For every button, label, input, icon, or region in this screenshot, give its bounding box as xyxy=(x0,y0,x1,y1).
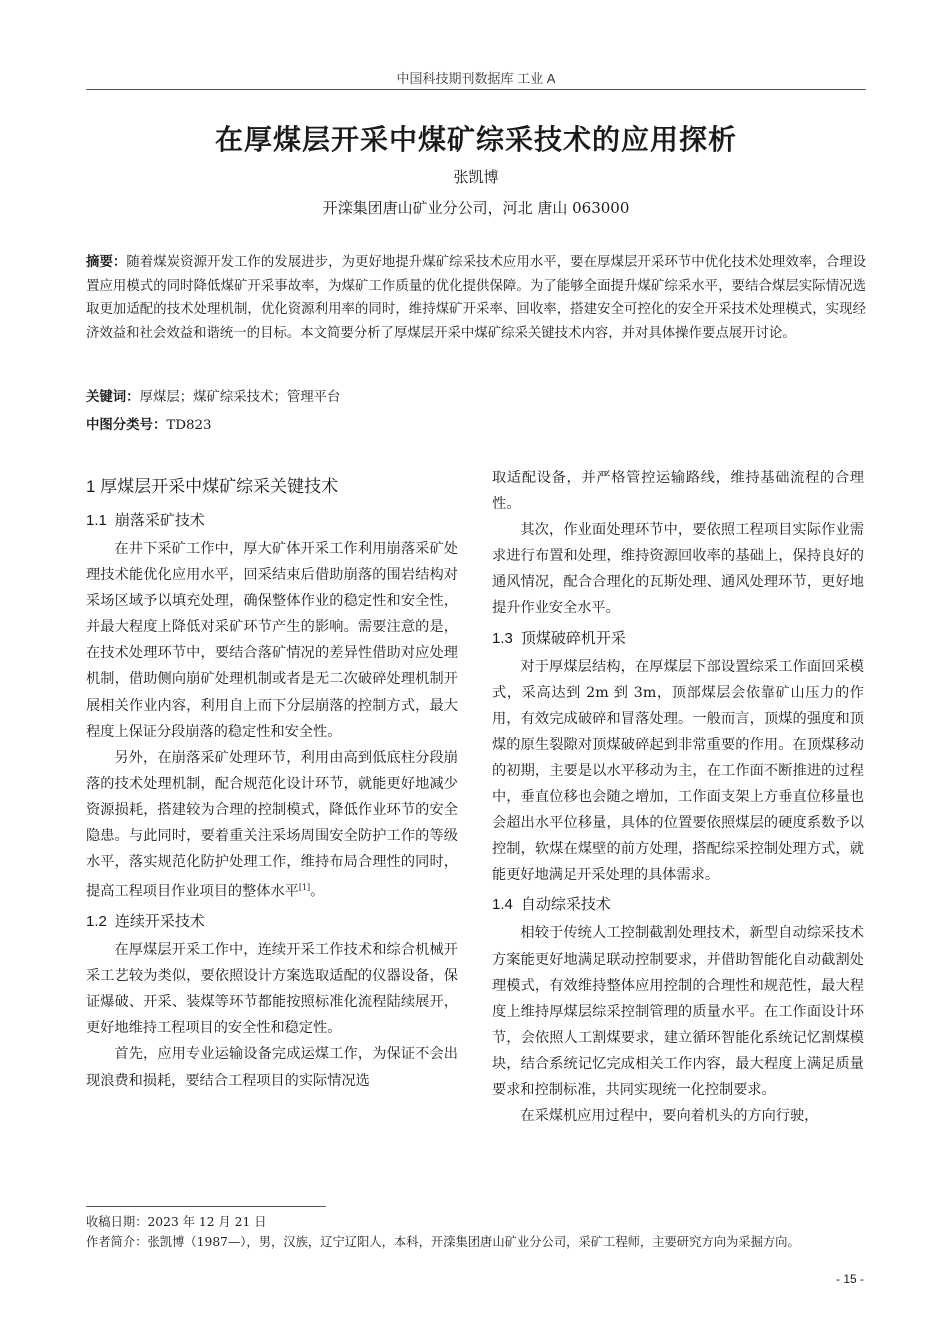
paragraph-end: 。 xyxy=(310,883,325,900)
section-1-3-heading xyxy=(492,626,864,652)
paragraph: 在井下采矿工作中，厚大矿体开采工作利用崩落采矿处理技术能优化应用水平，回采结束后借助崩落的围岩结构对采场区域予以填充处理，确保整体作业的稳定性和安全性，并最大程度上降低对采矿环节产生的影响。需要注意的是，在技术处理环节中，要结合落矿情况的差异性借助对应处理机制，借助侧向崩矿处理机制或者是无二次破碎处理机制开展相关作业内容，利用自上而下分层崩落的控制方式，最大程度上保证分段崩落的稳定性和安全性。 xyxy=(86,541,458,740)
section-title: 连续开采技术 xyxy=(114,913,205,931)
clc-label: 中图分类号： xyxy=(86,417,167,432)
paragraph: 在厚煤层开采工作中，连续开采工作技术和综合机械开采工艺较为类似，要依照设计方案选取适配的仪器设备，保证爆破、开采、装煤等环节都能按照标准化流程陆续展开，更好地维持工程项目的安全性和稳定性。 xyxy=(86,942,458,1037)
author-name: 张凯博 xyxy=(453,168,499,186)
paragraph: 首先，应用专业运输设备完成运煤工作，为保证不会出现浪费和损耗，要结合工程项目的实际情况选 xyxy=(86,1046,458,1089)
header-rule xyxy=(86,89,866,90)
paragraph: 对于厚煤层结构，在厚煤层下部设置综采工作面回采模式，采高达到 2m 到 3m，顶部煤层会依靠矿山压力的作用，有效完成破碎和冒落处理。一般而言，顶煤的强度和顶煤的原生裂隙对顶煤破碎起到非常重要的作用。在顶煤移动的初期，主要是以水平移动为主，在工作面不断推进的过程中，垂直位移也会随之增加，工作面支架上方垂直位移量也会超出水平位移量，具体的位置要依照煤层的硬度系数予以控制，软煤在煤壁的前方处理，搭配综采控制处理方式，就能更好地满足开采处理的具体需求。 xyxy=(492,658,864,884)
abstract-text: 随着煤炭资源开发工作的发展进步，为更好地提升煤矿综采技术应用水平，要在厚煤层开采环节中优化技术处理效率，合理设置应用模式的同时降低煤矿开采事故率，为煤矿工作质量的优化提供保障。为了能够全面提升煤矿综采水平，要结合煤层实际情况选取更加适配的技术处理机制，优化资源利用率的同时，维持煤矿开采率、回收率，搭建安全可控化的安全开采技术处理模式，实现经济效益和社会效益和谐统一的目标。本文简要分析了厚煤层开采中煤矿综采关键技术内容，并对具体操作要点展开讨论。 xyxy=(86,255,867,341)
section-number: 1.1 xyxy=(86,512,107,529)
journal-header: 中国科技期刊数据库 工业 A xyxy=(396,71,556,86)
keywords-text: 厚煤层；煤矿综采技术；管理平台 xyxy=(139,390,341,405)
section-1-heading: 1 厚煤层开采中煤矿综采关键技术 xyxy=(86,477,339,496)
clc-text: TD823 xyxy=(166,418,212,433)
keywords-label: 关键词： xyxy=(86,389,140,404)
paragraph-text: 另外，在崩落采矿处理环节，利用由高到低底柱分段崩落的技术处理机制，配合规范化设计环节，就能更好地减少资源损耗，搭建较为合理的控制模式，降低作业环节的安全隐患。与此同时，要着重关注采场周围安全防护工作的等级水平，落实规范化防护处理工作，维持布局合理性的同时，提高工程项目作业项目的整体水平 xyxy=(86,749,458,900)
received-date: 收稿日期：2023 年 12 月 21 日 xyxy=(86,1215,267,1229)
section-1-4-heading xyxy=(492,892,864,918)
author-bio: 作者简介：张凯博（1987—），男，汉族，辽宁辽阳人，本科，开滦集团唐山矿业分公司，采矿工程师，主要研究方向为采掘方向。 xyxy=(86,1235,800,1249)
footnote-rule xyxy=(86,1206,326,1207)
classification-number xyxy=(86,414,866,433)
keywords xyxy=(86,386,866,405)
paper-title: 在厚煤层开采中煤矿综采技术的应用探析 xyxy=(214,124,737,155)
section-1-2-heading xyxy=(86,909,458,935)
affiliation: 开滦集团唐山矿业分公司，河北 唐山 063000 xyxy=(322,199,630,217)
left-column xyxy=(86,474,458,1094)
footnotes xyxy=(86,1212,866,1252)
section-title: 自动综采技术 xyxy=(520,896,611,914)
abstract xyxy=(86,250,866,345)
page-number: - 15 - xyxy=(835,1272,864,1286)
section-title: 顶煤破碎机开采 xyxy=(520,629,626,647)
paragraph-continued: 取适配设备，并严格管控运输路线，维持基础流程的合理性。 xyxy=(492,470,864,513)
paragraph xyxy=(86,745,458,905)
paragraph: 其次，作业面处理环节中，要依照工程项目实际作业需求进行布置和处理，维持资源回收率的基础上，保持良好的通风情况，配合合理化的瓦斯处理、通风处理环节，更好地提升作业安全水平。 xyxy=(492,522,864,617)
section-title: 崩落采矿技术 xyxy=(114,512,205,529)
section-number: 1.4 xyxy=(492,896,513,914)
right-column xyxy=(492,465,864,1129)
abstract-label: 摘要： xyxy=(86,254,127,269)
section-1-1-heading xyxy=(86,508,458,534)
paragraph: 在采煤机应用过程中，要向着机头的方向行驶， xyxy=(520,1108,819,1125)
citation-ref: [1] xyxy=(298,883,311,893)
paragraph: 相较于传统人工控制截割处理技术，新型自动综采技术方案能更好地满足联动控制要求，并借助智能化自动截割处理模式，有效维持整体应用控制的合理性和规范性，最大程度上维持厚煤层综采控制管理的质量水平。在工作面设计环节，会依照人工割煤要求，建立循环智能化系统记忆割煤模块，结合系统记忆完成相关工作内容，最大程度上满足质量要求和控制标准，共同实现统一化控制要求。 xyxy=(492,925,864,1098)
section-number: 1.3 xyxy=(492,629,513,647)
section-number: 1.2 xyxy=(86,913,107,931)
